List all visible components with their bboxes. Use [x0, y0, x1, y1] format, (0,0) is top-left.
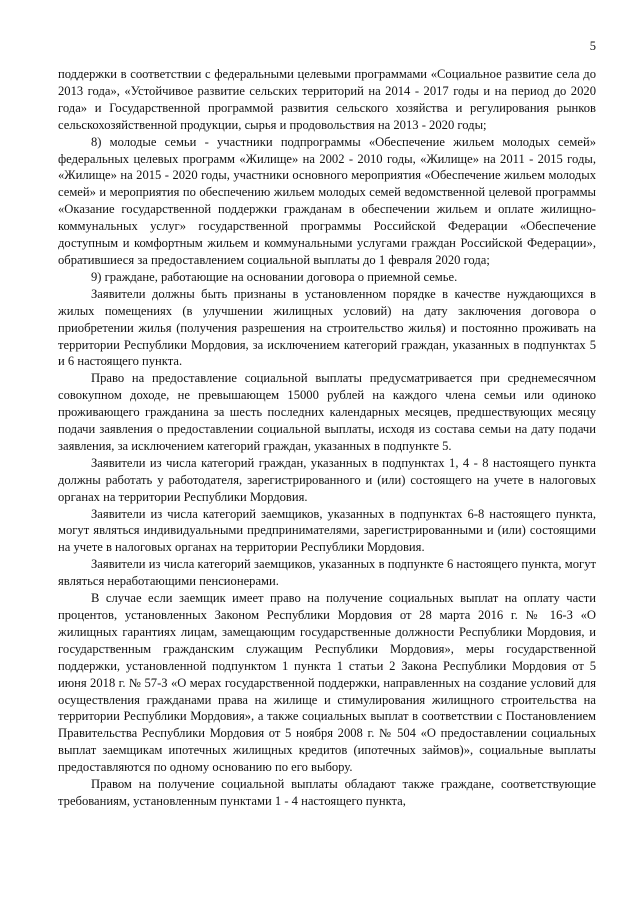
- page-number: 5: [589, 39, 596, 53]
- paragraph-additional-right: Правом на получение социальной выплаты обладают также граждане, соответствующие требованиям, установленным пунктами 1 - 4 настоящего пункта,: [58, 777, 596, 808]
- paragraph-eligibility: Заявители должны быть признаны в установленном порядке в качестве нуждающихся в жилых помещениях (в улучшении жилищных условий) на дату заключения договора о приобретении жилья (получения разрешения на строительство жилья) и постоянно проживать на территории Республики Мордовия, за исключением категорий граждан, указанных в подпунктах 5 и 6 настоящего пункта.: [58, 286, 596, 369]
- paragraph-item-9: 9) граждане, работающие на основании договора о приемной семье.: [91, 269, 458, 284]
- paragraph-entrepreneurs: Заявители из числа категорий заемщиков, указанных в подпунктах 6-8 настоящего пункта, могут являться индивидуальными предпринимателями, зарегистрированными и (или) состоящими на учете в налоговых органах на территории Республики Мордовия.: [58, 506, 596, 555]
- paragraph-continuation: поддержки в соответствии с федеральными целевыми программами «Социальное развитие села до 2013 года», «Устойчивое развитие сельских территорий на 2014 - 2017 годы и на период до 2020 года» и Государственной программой развития сельского хозяйства и регулирования рынков сельскохозяйственной продукции, сырья и продовольствия на 2013 - 2020 годы;: [58, 67, 596, 132]
- document-body: [58, 66, 596, 810]
- paragraph-single-basis: В случае если заемщик имеет право на получение социальных выплат на оплату части процентов, установленных Законом Республики Мордовия от 28 марта 2016 г. № 16-З «О жилищных гарантиях лицам, замещающим государственные должности Республики Мордовия, и государственным гражданским служащим Республики Мордовия», меры государственной поддержки, установленной подпунктом 1 пункта 1 статьи 2 Закона Республики Мордовия от 5 июня 2018 г. № 57-З «О мерах государственной поддержки, направленных на создание условий для осуществления гражданами права на жилище и стимулирования жилищного строительства на территории Республики Мордовия», а также социальных выплат в соответствии с Постановлением Правительства Республики Мордовия от 5 ноября 2008 г. № 504 «О предоставлении социальных выплат заемщикам ипотечных жилищных кредитов (ипотечных займов)», социальные выплаты предоставляются по одному основанию по его выбору.: [58, 591, 596, 775]
- paragraph-employment: Заявители из числа категорий граждан, указанных в подпунктах 1, 4 - 8 настоящего пункта должны работать у работодателя, зарегистрированного и (или) состоящего на учете в налоговых органах на территории Республики Мордовия.: [58, 455, 596, 504]
- paragraph-pensioners: Заявители из числа категорий заемщиков, указанных в подпункте 6 настоящего пункта, могут являться неработающими пенсионерами.: [58, 557, 596, 589]
- paragraph-income-limit: Право на предоставление социальной выплаты предусматривается при среднемесячном совокупном доходе, не превышающем 15000 рублей на каждого члена семьи или одиноко проживающего гражданина за шесть последних календарных месяцев, предшествующих месяцу подачи заявления о предоставлении социальной выплаты, исходя из состава семьи на дату подачи заявления, за исключением категорий граждан, указанных в подпункте 5.: [58, 371, 596, 453]
- paragraph-item-8: 8) молодые семьи - участники подпрограммы «Обеспечение жильем молодых семей» федеральных целевых программ «Жилище» на 2002 - 2010 годы, «Жилище» на 2011 - 2015 годы, «Жилище» на 2015 - 2020 годы, участники основного мероприятия «Обеспечение жильем молодых семей» и мероприятия по обеспечению жильем молодых семей ведомственной целевой программы «Оказание государственной поддержки гражданам в обеспечении жильем и оплате жилищно-коммунальных услуг» государственной программы Российской Федерации «Обеспечение доступным и комфортным жильем и коммунальными услугами граждан Российской Федерации», обратившиеся за предоставлением социальной выплаты до 1 февраля 2020 года;: [58, 134, 596, 267]
